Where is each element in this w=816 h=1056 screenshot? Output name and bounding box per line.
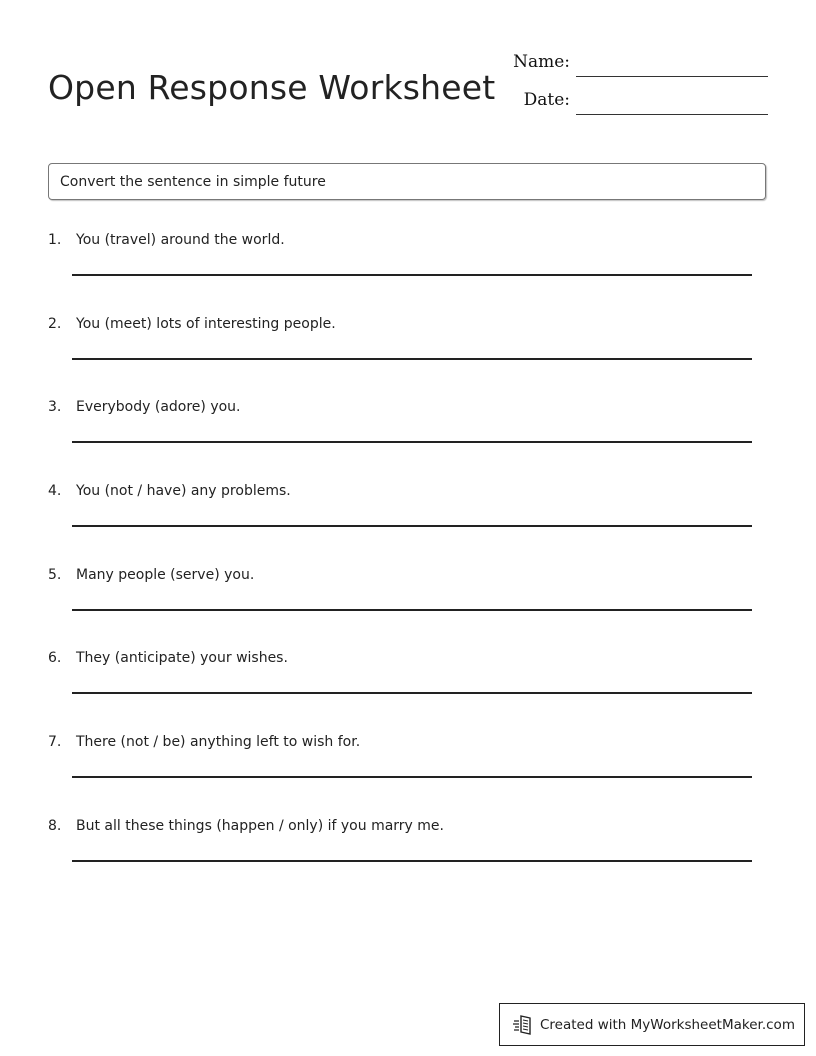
question-text: You (meet) lots of interesting people. <box>76 316 336 332</box>
question-number: 4. <box>48 483 62 499</box>
worksheet-maker-logo-icon <box>512 1014 534 1036</box>
question-item <box>48 483 752 543</box>
question-item <box>48 650 752 710</box>
instructions-text: Convert the sentence in simple future <box>60 174 326 190</box>
answer-line <box>72 274 752 276</box>
question-item <box>48 399 752 459</box>
date-blank-line <box>576 114 768 115</box>
question-number: 7. <box>48 734 62 750</box>
answer-line <box>72 525 752 527</box>
question-text: But all these things (happen / only) if you marry me. <box>76 818 444 834</box>
question-text: Many people (serve) you. <box>76 567 255 583</box>
question-item <box>48 734 752 794</box>
instructions-box <box>48 163 766 200</box>
date-label: Date: <box>523 90 570 110</box>
date-field <box>500 90 768 118</box>
name-label: Name: <box>513 52 570 72</box>
question-number: 1. <box>48 232 62 248</box>
name-field <box>500 52 768 80</box>
answer-line <box>72 441 752 443</box>
question-number: 6. <box>48 650 62 666</box>
footer-text: Created with MyWorksheetMaker.com <box>540 1017 795 1033</box>
question-item <box>48 232 752 292</box>
footer-credit <box>499 1003 805 1046</box>
answer-line <box>72 860 752 862</box>
question-text: Everybody (adore) you. <box>76 399 241 415</box>
answer-line <box>72 609 752 611</box>
question-number: 2. <box>48 316 62 332</box>
answer-line <box>72 358 752 360</box>
question-number: 8. <box>48 818 62 834</box>
question-item <box>48 316 752 376</box>
question-text: You (not / have) any problems. <box>76 483 291 499</box>
page-title: Open Response Worksheet <box>48 68 496 108</box>
question-text: You (travel) around the world. <box>76 232 285 248</box>
question-item <box>48 567 752 627</box>
question-number: 3. <box>48 399 62 415</box>
question-text: They (anticipate) your wishes. <box>76 650 288 666</box>
answer-line <box>72 776 752 778</box>
name-blank-line <box>576 76 768 77</box>
question-item <box>48 818 752 878</box>
question-number: 5. <box>48 567 62 583</box>
answer-line <box>72 692 752 694</box>
question-text: There (not / be) anything left to wish for. <box>76 734 361 750</box>
